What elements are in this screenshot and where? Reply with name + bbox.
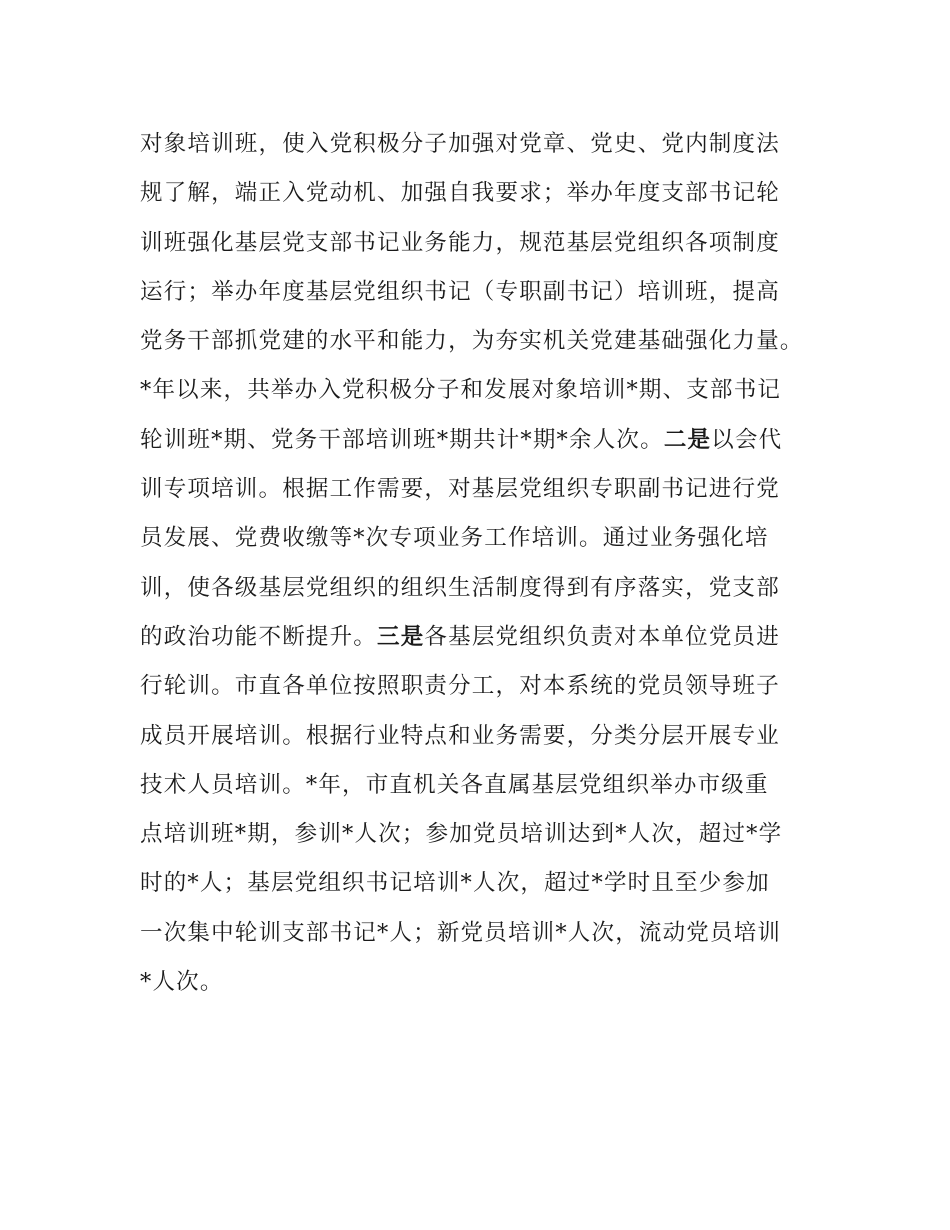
text-line [140,712,840,761]
body-text-segment: 时的*人；基层党组织书记培训*人次，超过*学时且至少参加 [140,870,770,897]
text-line [140,613,840,662]
body-text-segment: 对象培训班，使入党积极分子加强对党章、党史、党内制度法 [140,131,780,157]
body-text-segment: 规了解，端正入党动机、加强自我要求；举办年度支部书记轮 [140,180,780,207]
emphasis-text: 二是 [663,426,712,453]
body-text-segment: 训班强化基层党支部书记业务能力，规范基层党组织各项制度 [140,229,780,256]
body-text-segment: 党务干部抓党建的水平和能力，为夯实机关党建基础强化力量。 [140,328,804,355]
text-line [140,662,840,711]
text-line [140,416,840,465]
body-text-segment: 训专项培训。根据工作需要，对基层党组织专职副书记进行党 [140,476,780,503]
body-text-segment: *年以来，共举办入党积极分子和发展对象培训*期、支部书记 [140,377,782,404]
document-body [140,120,840,1007]
text-line [140,514,840,563]
body-text-segment: 运行；举办年度基层党组织书记（专职副书记）培训班，提高 [140,278,780,305]
body-text-segment: 各基层党组织负责对本单位党员进 [424,623,780,650]
body-text-segment: 行轮训。市直各单位按照职责分工，对本系统的党员领导班子 [140,673,780,700]
text-line [140,366,840,415]
text-line [140,317,840,366]
body-text-segment: 轮训班*期、党务干部培训班*期共计*期*余人次。 [140,426,664,453]
text-line [140,810,840,859]
text-line [140,169,840,218]
text-line [140,219,840,268]
body-text-segment: 以会代 [711,426,783,453]
text-line [140,958,840,1007]
body-text-segment: 点培训班*期，参训*人次；参加党员培训达到*人次，超过*学 [140,821,783,848]
text-line [140,120,840,169]
text-line [140,564,840,613]
body-text-segment: *人次。 [140,969,224,996]
emphasis-text: 三是 [377,623,425,650]
body-text-segment: 成员开展培训。根据行业特点和业务需要，分类分层开展专业 [140,722,780,749]
text-line [140,761,840,810]
text-line [140,268,840,317]
body-text-segment: 技术人员培训。*年，市直机关各直属基层党组织举办市级重 [140,771,769,798]
text-line [140,859,840,908]
text-line [140,465,840,514]
body-text-segment: 训，使各级基层党组织的组织生活制度得到有序落实，党支部 [140,574,780,601]
body-text-segment: 一次集中轮训支部书记*人；新党员培训*人次，流动党员培训 [140,919,782,946]
body-text-segment: 的政治功能不断提升。 [140,623,378,650]
text-line [140,909,840,958]
body-text-segment: 员发展、党费收缴等*次专项业务工作培训。通过业务强化培 [140,525,769,552]
